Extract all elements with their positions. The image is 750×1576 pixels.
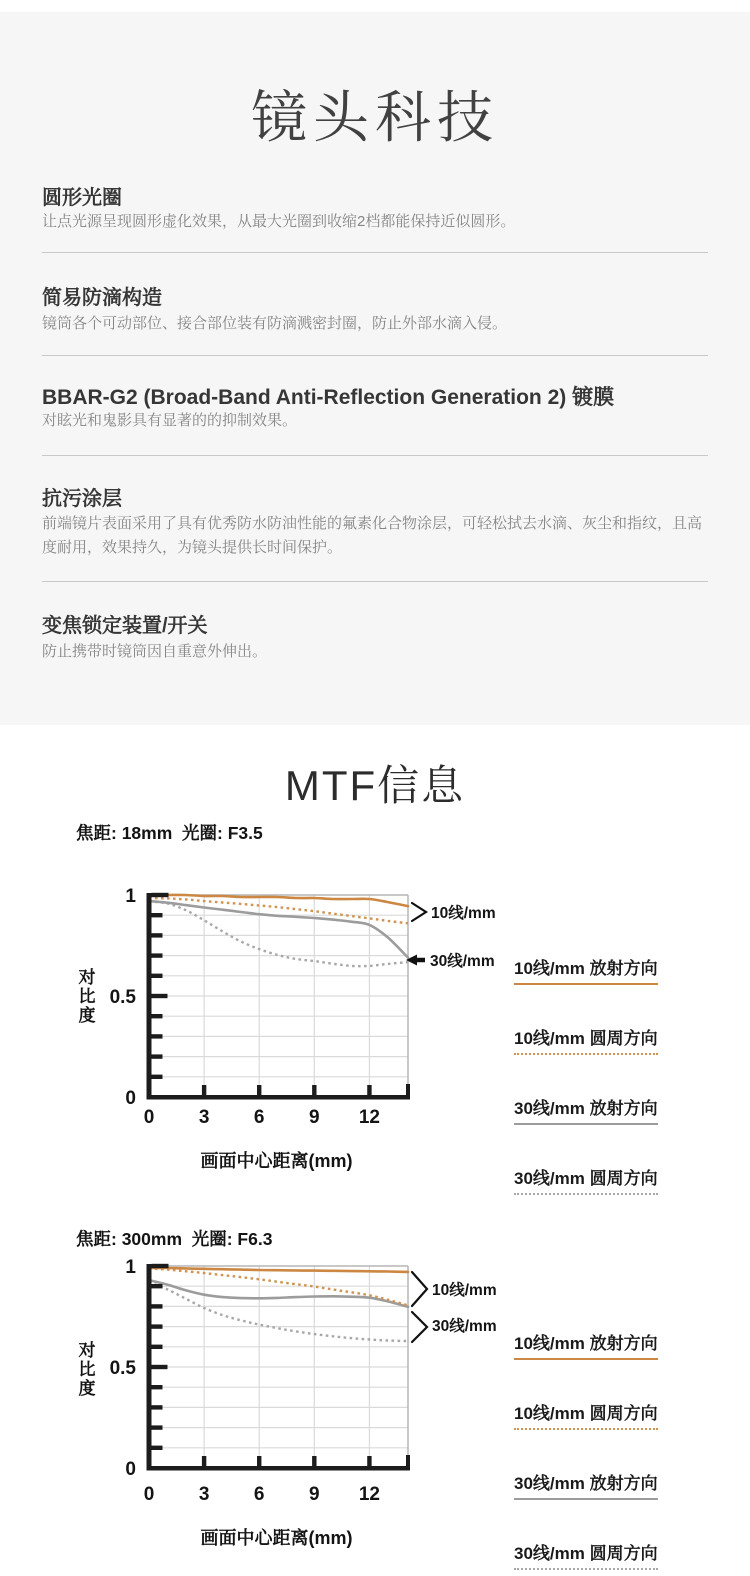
x-tick-label: 12 (358, 1107, 380, 1128)
legend-item: 30线/mm 放射方向 (514, 1469, 658, 1500)
mtf-legend-chart2 (514, 1329, 658, 1576)
y-axis (147, 893, 152, 1099)
x-tick-label: 12 (358, 1484, 380, 1505)
y-tick (152, 913, 163, 917)
annotation-label: 10线/mm (431, 905, 496, 922)
y-axis-title-char: 对 (78, 968, 96, 987)
chart2-header: 焦距: 300mm 光圈: F6.3 (76, 1229, 273, 1249)
y-axis-title-char: 度 (78, 1379, 96, 1398)
y-tick (152, 974, 163, 978)
x-tick-label: 3 (198, 1107, 210, 1128)
x-tick (202, 1456, 206, 1468)
x-tick-label: 9 (309, 1107, 320, 1128)
y-tick (152, 1034, 163, 1038)
x-tick-label: 6 (253, 1484, 265, 1505)
y-tick-label: 1 (125, 886, 136, 907)
y-tick-label: 0.5 (109, 1358, 136, 1379)
y-tick-label: 1 (125, 1257, 136, 1278)
x-tick-label: 0 (143, 1484, 155, 1505)
feature-body: 让点光源呈现圆形虚化效果，从最大光圈到收缩2档都能保持近似圆形。 (42, 213, 516, 230)
x-tick (257, 1456, 261, 1468)
y-tick (152, 1075, 163, 1079)
feature-heading: BBAR-G2 (Broad-Band Anti-Reflection Generation 2) 镀膜 (42, 386, 615, 409)
mtf-chart-18mm (40, 855, 510, 1187)
annotation-bracket (412, 1312, 427, 1342)
divider (42, 252, 708, 253)
x-tick (367, 1085, 371, 1097)
y-tick (152, 1385, 163, 1389)
x-tick (257, 1085, 261, 1097)
annotation-bracket (412, 1272, 427, 1306)
x-tick-label: 9 (309, 1484, 320, 1505)
y-tick-label: 0 (125, 1459, 136, 1480)
annotation-bracket (412, 903, 426, 921)
y-tick-label: 0 (125, 1088, 136, 1109)
x-axis-endcap (406, 1084, 410, 1099)
y-tick (152, 1425, 163, 1429)
feature-body: 镜筒各个可动部位、接合部位装有防滴溅密封圈，防止外部水滴入侵。 (42, 315, 508, 332)
y-tick (152, 1324, 163, 1328)
y-tick (152, 893, 169, 897)
mtf-chart-300mm (40, 1255, 510, 1560)
divider (42, 581, 708, 582)
y-tick (152, 1304, 163, 1308)
y-tick-label: 0.5 (109, 987, 136, 1008)
legend-item: 10线/mm 放射方向 (514, 954, 658, 985)
y-tick (152, 1284, 163, 1288)
divider (42, 455, 708, 456)
feature-heading: 圆形光圈 (42, 187, 122, 209)
y-tick (152, 994, 168, 998)
y-axis-title-char: 度 (78, 1006, 96, 1025)
legend-item: 10线/mm 放射方向 (514, 1329, 658, 1360)
y-axis-title-char: 对 (78, 1341, 96, 1360)
section-title-lens-tech: 镜头科技 (251, 86, 499, 149)
x-tick (367, 1456, 371, 1468)
y-tick (152, 1446, 163, 1450)
legend-item: 10线/mm 圆周方向 (514, 1399, 658, 1430)
chart1-header: 焦距: 18mm 光圈: F3.5 (76, 823, 263, 843)
legend-item: 30线/mm 圆周方向 (514, 1164, 658, 1195)
feature-heading: 变焦锁定装置/开关 (42, 615, 208, 637)
legend-item: 30线/mm 圆周方向 (514, 1539, 658, 1570)
mtf-legend-chart1 (514, 954, 658, 1234)
section-title-mtf: MTF信息 (284, 762, 466, 809)
x-tick (312, 1085, 316, 1097)
y-axis-title-char: 比 (78, 1360, 96, 1379)
y-tick (152, 953, 163, 957)
x-tick-label: 6 (253, 1107, 265, 1128)
feature-heading: 简易防滴构造 (42, 287, 162, 309)
legend-item: 30线/mm 放射方向 (514, 1094, 658, 1125)
y-tick (152, 1365, 168, 1369)
feature-heading: 抗污涂层 (42, 488, 122, 510)
y-tick (152, 933, 163, 937)
feature-body: 前端镜片表面采用了具有优秀防水防油性能的氟素化合物涂层，可轻松拭去水滴、灰尘和指纹，且高度耐用，效果持久，为镜头提供长时间保护。 (42, 515, 703, 556)
x-tick-label: 3 (198, 1484, 210, 1505)
y-tick (152, 1405, 163, 1409)
x-tick (312, 1456, 316, 1468)
legend-item: 10线/mm 圆周方向 (514, 1024, 658, 1055)
y-axis (147, 1264, 152, 1470)
feature-body: 对眩光和鬼影具有显著的的抑制效果。 (42, 412, 298, 429)
annotation-label: 30线/mm (432, 1318, 497, 1335)
y-tick (152, 1014, 163, 1018)
y-tick (152, 1264, 169, 1268)
annotation-label: 10线/mm (432, 1282, 497, 1299)
x-tick-label: 0 (143, 1107, 155, 1128)
x-tick (202, 1085, 206, 1097)
y-axis-title-char: 比 (78, 987, 96, 1006)
annotation-label: 30线/mm (430, 953, 495, 970)
annotation-arrow-icon (406, 955, 425, 966)
y-tick (152, 1345, 163, 1349)
y-tick (152, 1054, 163, 1058)
x-axis-title: 画面中心距离(mm) (200, 1151, 353, 1171)
feature-body: 防止携带时镜筒因自重意外伸出。 (42, 643, 268, 660)
divider (42, 355, 708, 356)
x-axis-title: 画面中心距离(mm) (200, 1528, 353, 1548)
x-axis-endcap (406, 1455, 410, 1470)
lens-technology-panel (0, 12, 750, 725)
